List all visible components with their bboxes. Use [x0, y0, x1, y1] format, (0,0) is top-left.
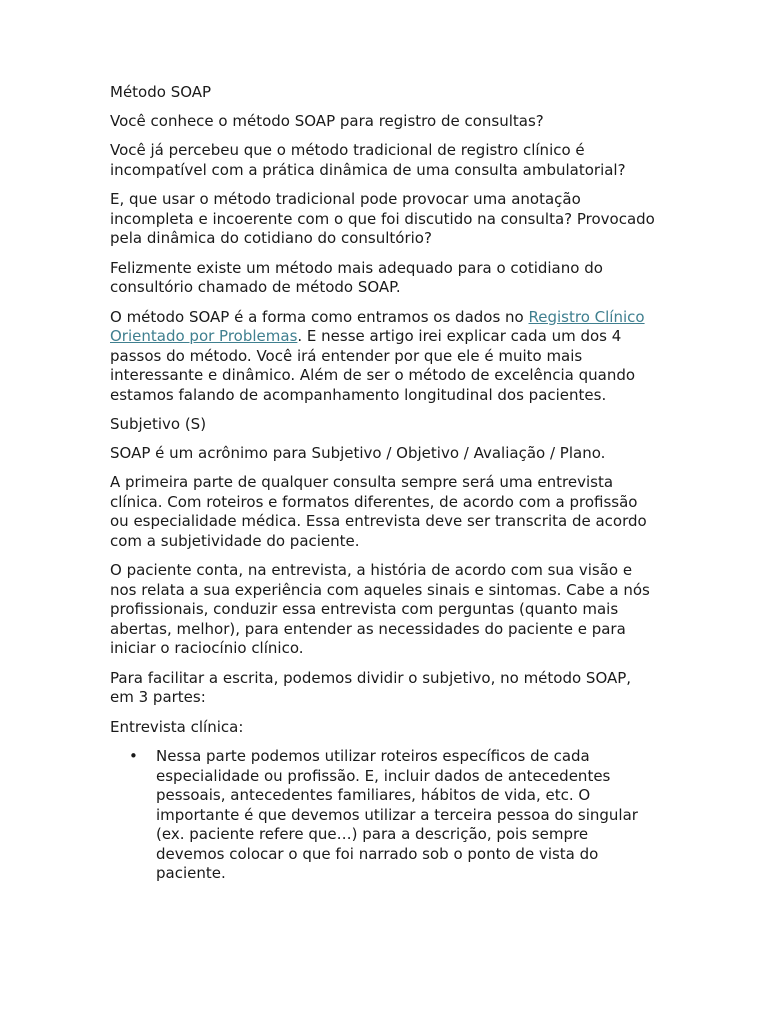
document-title: Método SOAP: [110, 83, 212, 101]
section-heading-subjetivo: Subjetivo (S): [110, 415, 207, 433]
paragraph-text-before-link: O método SOAP é a forma como entramos os dados no: [110, 307, 529, 326]
paragraph-question-3: E, que usar o método tradicional pode provocar uma anotação incompleta e incoerente com o que foi discutido na consulta? Provocado pela dinâmica do cotidiano do consultório?: [110, 190, 655, 247]
paragraph-question-1: Você conhece o método SOAP para registro de consultas?: [110, 111, 544, 130]
paragraph-felizmente: Felizmente existe um método mais adequado para o cotidiano do consultório chamado de método SOAP.: [110, 258, 603, 296]
paragraph-paciente-conta: O paciente conta, na entrevista, a história de acordo com sua visão e nos relata a sua experiência com aqueles sinais e sintomas. Cabe a nós profissionais, conduzir essa entrevista com perguntas (quanto mais abertas, melhor), para entender as necessidades do paciente e para iniciar o raciocínio clínico.: [110, 561, 650, 657]
registro-clinico-link[interactable]: Registro Clínico Orientado por Problemas: [110, 307, 645, 345]
paragraph-acronimo: SOAP é um acrônimo para Subjetivo / Objetivo / Avaliação / Plano.: [110, 443, 606, 462]
paragraph-metodo-soap: [110, 308, 658, 406]
paragraph-primeira-parte: A primeira parte de qualquer consulta sempre será uma entrevista clínica. Com roteiros e formatos diferentes, de acordo com a profissão ou especialidade médica. Essa entrevista deve ser transcrita de acordo com a subjetividade do paciente.: [110, 473, 647, 550]
list-item-text: Nessa parte podemos utilizar roteiros específicos de cada especialidade ou profissão. E, incluir dados de antecedentes pessoais, antecedentes familiares, hábitos de vida, etc. O importante é que devemos utilizar a terceira pessoa do singular (ex. paciente refere que…) para a descrição, pois sempre devemos colocar o que foi narrado sob o ponto de vista do paciente.: [156, 747, 638, 882]
list-item: [110, 747, 658, 884]
paragraph-question-2: Você já percebeu que o método tradicional de registro clínico é incompatível com a prática dinâmica de uma consulta ambulatorial?: [110, 141, 626, 179]
paragraph-facilitar-escrita: Para facilitar a escrita, podemos dividir o subjetivo, no método SOAP, em 3 partes:: [110, 668, 632, 706]
paragraph-text-after-link: . E nesse artigo irei explicar cada um dos 4 passos do método. Você irá entender por que ele é muito mais interessante e dinâmico. Além de ser o método de excelência quando estamos falando de acompanhamento longitudinal dos pacientes.: [110, 327, 636, 404]
paragraph-entrevista-clinica: Entrevista clínica:: [110, 717, 244, 736]
bullet-list: [110, 747, 658, 884]
bullet-marker: •: [129, 747, 138, 765]
